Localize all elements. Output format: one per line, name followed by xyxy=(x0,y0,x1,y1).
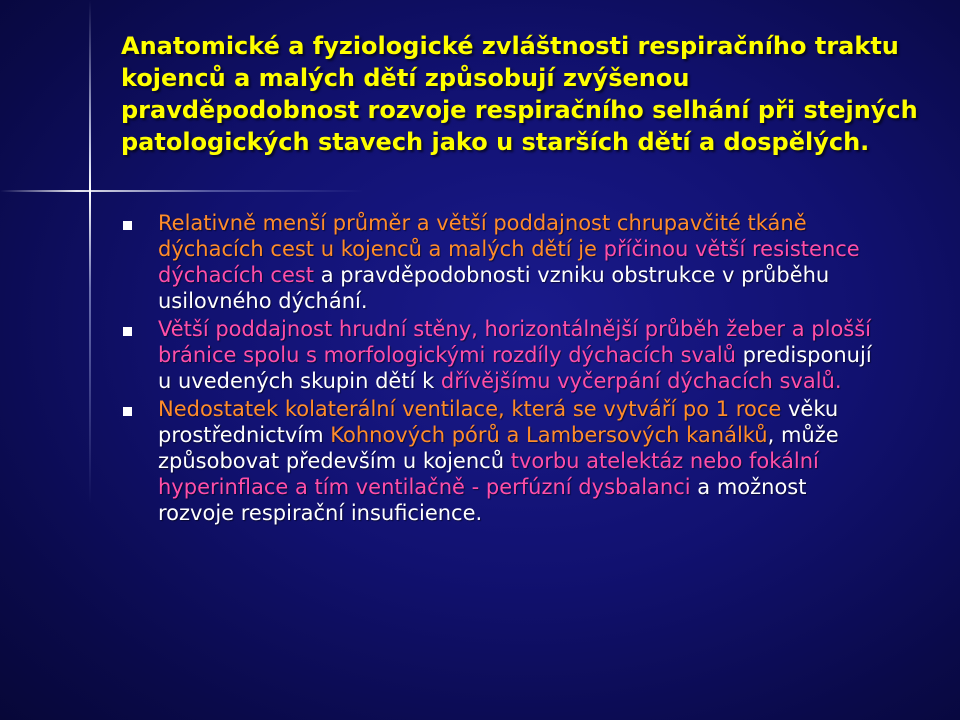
bullet-text-segment: příčinou větší resistence dýchacích cest xyxy=(158,237,860,287)
bullet-text-segment: Nedostatek kolaterální ventilace, která se vytváří po 1 roce xyxy=(158,397,788,421)
bullet-text-segment: predisponují u uvedených skupin dětí k xyxy=(158,343,872,393)
bullet-text-segment: , může způsobovat především u kojenců xyxy=(158,423,839,473)
decorative-vertical-line xyxy=(89,0,91,720)
bullet-text-segment: Kohnových pórů a Lambersových kanálků xyxy=(330,423,768,447)
bullet-item xyxy=(120,316,880,394)
bullet-text-segment: věku prostřednictvím xyxy=(158,397,839,447)
square-bullet-icon xyxy=(123,407,132,416)
bullet-item xyxy=(120,396,880,526)
bullet-text-segment: a možnost rozvoje respirační insuficience. xyxy=(158,475,807,525)
slide-title: Anatomické a fyziologické zvláštnosti respiračního traktu kojenců a malých dětí způsobují zvýšenou pravděpodobnost rozvoje respiračního selhání při stejných patologických stavech jako u starších dětí a dospělých. xyxy=(121,32,918,156)
bullet-text-segment: Větší poddajnost hrudní stěny, horizontálnější průběh žeber a plošší bránice spolu s morfologickými rozdíly dýchacích svalů xyxy=(158,317,872,367)
bullet-text-segment: tvorbu atelektáz nebo fokální hyperinflace a tím ventilačně - perfúzní dysbalanci xyxy=(158,449,819,499)
square-bullet-icon xyxy=(123,327,132,336)
square-bullet-icon xyxy=(123,221,132,230)
bullet-text-segment: Relativně menší průměr a větší poddajnost chrupavčité tkáně dýchacích cest u kojenců a malých dětí je xyxy=(158,211,807,261)
decorative-horizontal-line xyxy=(0,190,960,192)
bullet-list xyxy=(120,210,880,528)
bullet-text-segment: dřívějšímu vyčerpání dýchacích svalů. xyxy=(440,369,842,393)
bullet-text-segment: a pravděpodobnosti vzniku obstrukce v průběhu usilovného dýchání. xyxy=(158,263,830,313)
bullet-item xyxy=(120,210,880,314)
